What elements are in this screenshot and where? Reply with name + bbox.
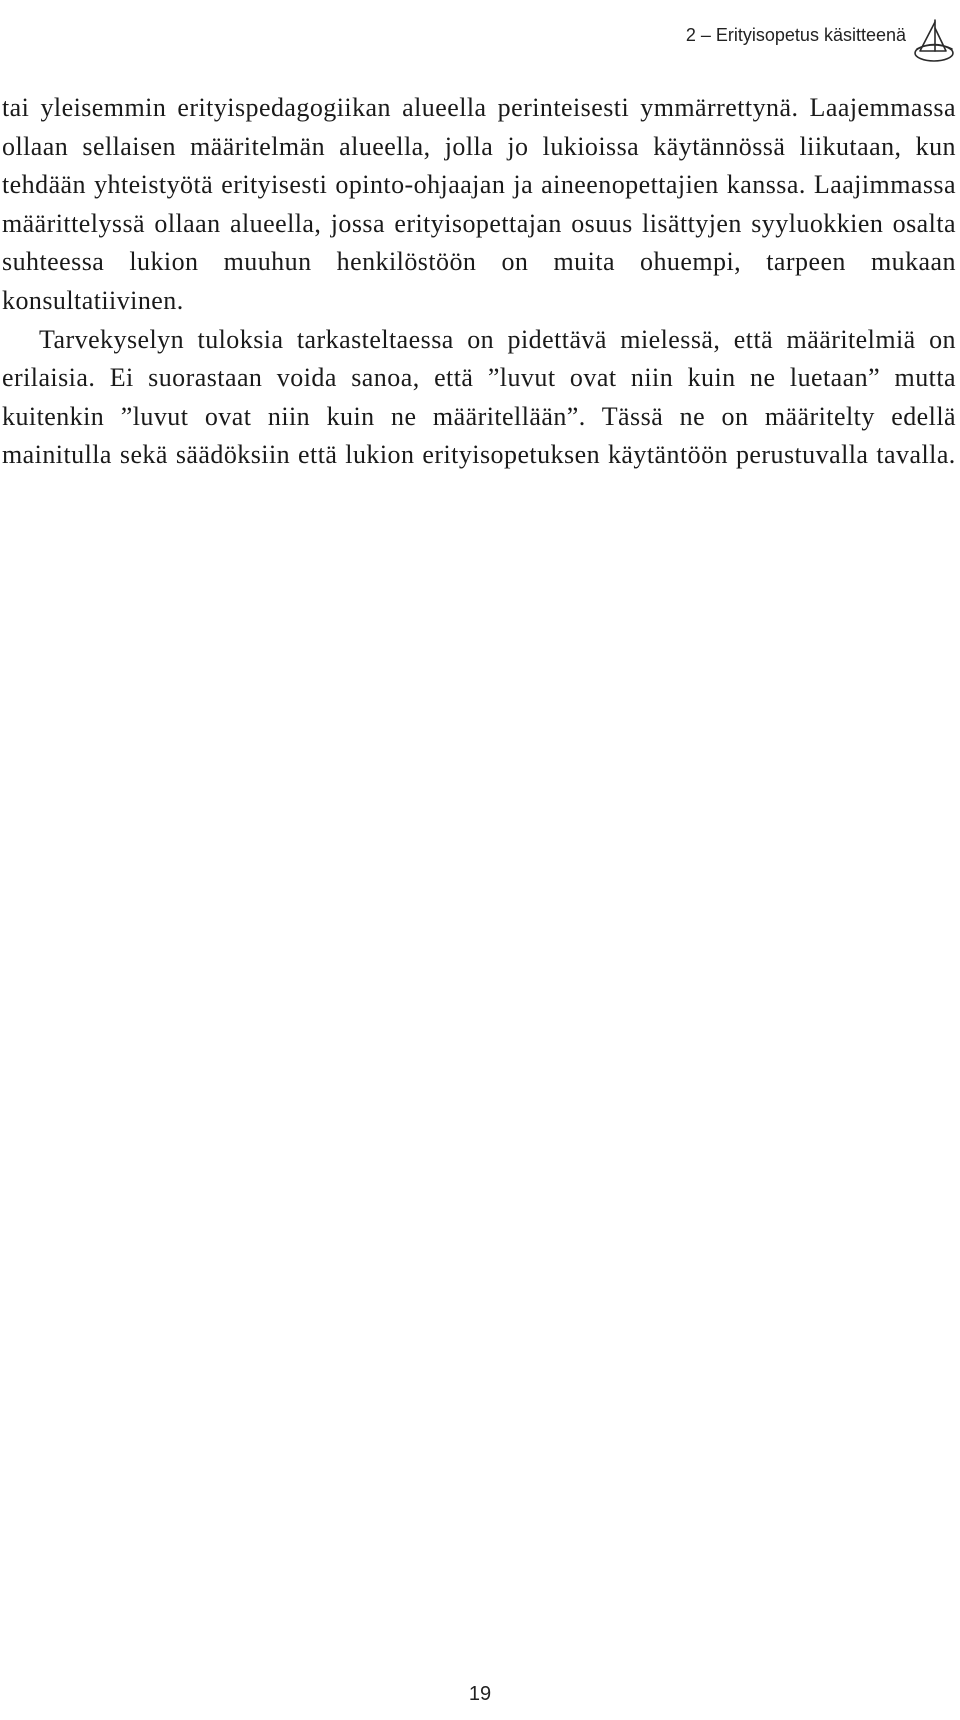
chapter-title: 2 – Erityisopetus käsitteenä xyxy=(685,25,906,45)
paragraph: Tarvekyselyn tuloksia tarkasteltaessa on pidettävä mielessä, että määritelmiä on erilaisia. Ei suorastaan voida sanoa, että ”luvut ovat niin kuin ne luetaan” mutta kuitenkin ”luvut ovat niin kuin ne määritellään”. Tässä ne on määritelty edellä mainitulla sekä säädöksiin että lukion erityisopetuksen käytäntöön perustuvalla tavalla. xyxy=(2,324,956,470)
running-header xyxy=(600,18,958,66)
paragraph: tai yleisemmin erityispedagogiikan alueella perinteisesti ymmärrettynä. Laajemmassa ollaan sellaisen määritelmän alueella, jolla jo lukioissa käytännössä liikutaan, kun tehdään yhteistyötä erityisesti opinto-ohjaajan ja aineenopettajien kanssa. Laajimmassa määrittelyssä ollaan alueella, jossa erityisopettajan osuus lisättyjen syyluokkien osalta suhteessa lukion muuhun henkilöstöön on muita ohuempi, tarpeen mukaan konsultatiivinen. xyxy=(2,93,956,315)
sail-ring-logo-icon xyxy=(912,18,958,64)
body-text xyxy=(2,89,956,475)
page-number: 19 xyxy=(468,1683,492,1705)
